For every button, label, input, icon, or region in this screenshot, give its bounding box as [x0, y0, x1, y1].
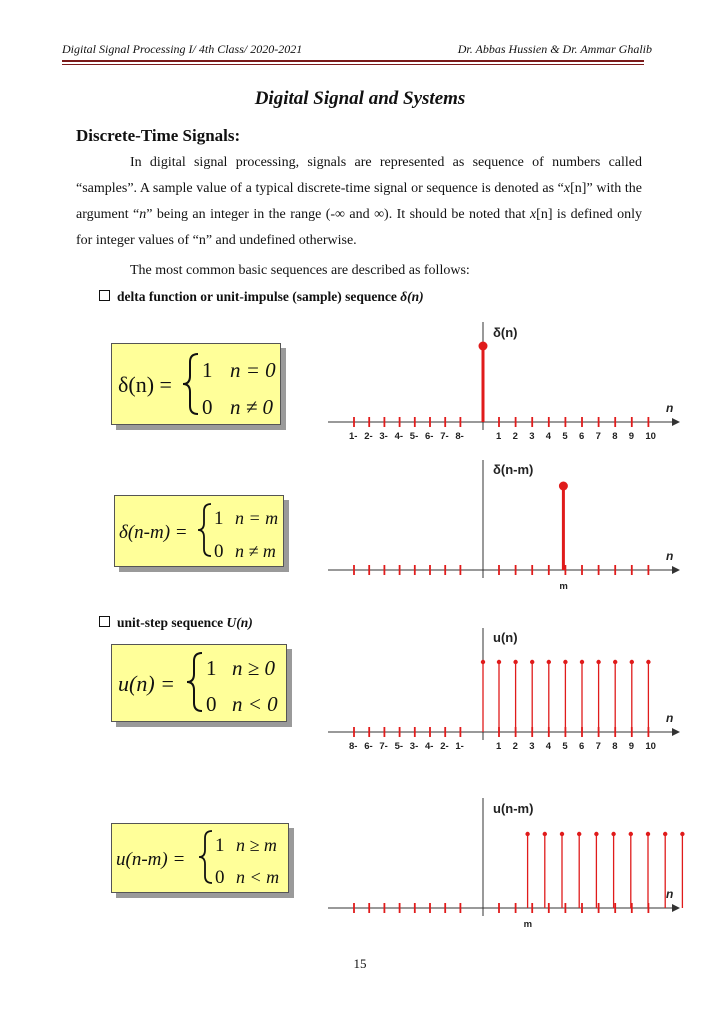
tick-label: 8-	[455, 431, 464, 442]
stem-dot	[611, 832, 615, 836]
stem-dot	[646, 832, 650, 836]
formula-cond-2: n ≠ 0	[230, 395, 274, 419]
tick-label: 5-	[409, 431, 419, 442]
formula-cond-1: n = 0	[230, 358, 276, 382]
stem-dot	[563, 660, 567, 664]
stem-dot	[596, 660, 600, 664]
formula-cond-2: n < 0	[232, 692, 278, 716]
tick-label: 3	[529, 741, 535, 752]
formula-cond-1: n = m	[235, 508, 279, 528]
plot-label: δ(n-m)	[493, 462, 534, 477]
plot-unit-step	[320, 628, 690, 762]
stem-dot	[479, 342, 488, 351]
stem-dot	[530, 660, 534, 664]
formula-cond-2: n ≠ m	[235, 541, 276, 561]
x-axis-arrow-icon	[672, 728, 680, 736]
formula-value-2: 0	[202, 395, 213, 419]
tick-label: 5	[562, 431, 568, 442]
tick-label: 4-	[394, 431, 404, 442]
x-axis-label: n	[666, 711, 674, 725]
tick-label: 5-	[394, 741, 404, 752]
formula-lhs: δ(n-m) =	[119, 522, 188, 543]
paragraph-samples: In digital signal processing, signals are represented as sequence of numbers called “samples”. A sample value of a typical discrete-time signal or sequence is denoted as “x[n]” with the argument “n” being an integer in the range (-∞ and ∞). It should be noted that x[n] is defined only for integer values of “n” and undefined otherwise.	[76, 155, 642, 248]
tick-label: 6	[579, 741, 585, 752]
formula-value-1: 1	[206, 656, 217, 680]
plot-label: δ(n)	[493, 325, 518, 340]
header-rule-thin	[62, 64, 644, 65]
checkbox-bullet-icon	[99, 616, 110, 627]
tick-label: 5	[562, 741, 568, 752]
tick-label: 7-	[379, 741, 388, 752]
tick-label: 1	[496, 741, 502, 752]
formula-value-2: 0	[206, 692, 217, 716]
tick-label: 1-	[455, 741, 464, 752]
formula-value-1: 1	[214, 508, 224, 529]
tick-label: 10	[645, 431, 656, 442]
formula-lhs: u(n-m) =	[116, 849, 186, 870]
x-axis-label: n	[666, 887, 674, 901]
plot-delta	[320, 322, 690, 454]
tick-label: 6-	[425, 431, 434, 442]
stem-dot	[646, 660, 650, 664]
x-axis-label: n	[666, 401, 674, 415]
tick-label: 2	[512, 741, 518, 752]
header-rule-thick	[62, 60, 644, 62]
plot-label: u(n)	[493, 630, 518, 645]
tick-label: 8	[612, 431, 618, 442]
tick-label: 10	[645, 741, 656, 752]
formula-cond-2: n < m	[236, 867, 280, 887]
tick-label: 1	[496, 431, 502, 442]
section-heading: Discrete-Time Signals:	[76, 126, 241, 145]
stem-dot	[630, 660, 634, 664]
formula-value-1: 1	[215, 835, 225, 856]
formula-lhs: δ(n) =	[118, 372, 172, 397]
stem-dot	[547, 660, 551, 664]
bullet-delta: delta function or unit-impulse (sample) sequence δ(n)	[99, 289, 424, 305]
stem-dot	[680, 832, 684, 836]
page-title: Digital Signal and Systems	[254, 88, 466, 109]
plot-label: u(n-m)	[493, 801, 534, 816]
stem-dot	[663, 832, 667, 836]
stem-dot	[560, 832, 564, 836]
header-authors: Dr. Abbas Hussien & Dr. Ammar Ghalib	[457, 42, 652, 56]
tick-label: 6-	[364, 741, 373, 752]
x-axis-arrow-icon	[672, 904, 680, 912]
tick-label: 8	[612, 741, 618, 752]
tick-label: 2-	[440, 741, 449, 752]
tick-label: 4-	[425, 741, 434, 752]
tick-label: 1-	[349, 431, 358, 442]
tick-label: 7	[595, 431, 601, 442]
formula-value-2: 0	[215, 867, 225, 888]
page-number: 15	[353, 956, 367, 971]
formula-value-2: 0	[214, 541, 224, 562]
stem-dot	[613, 660, 617, 664]
tick-label: 4	[545, 431, 552, 442]
stem-dot	[594, 832, 598, 836]
formula-delta	[111, 343, 281, 425]
stem-dot	[481, 660, 485, 664]
tick-label: 6	[579, 431, 585, 442]
stem-dot	[497, 660, 501, 664]
paragraph-sequences: The most common basic sequences are described as follows:	[130, 263, 470, 278]
stem-dot	[559, 482, 568, 491]
formula-lhs: u(n) =	[118, 671, 175, 696]
stem-dot	[543, 832, 547, 836]
tick-label: 7	[595, 741, 601, 752]
tick-label: 8-	[349, 741, 358, 752]
tick-label-m: m	[559, 581, 568, 592]
formula-cond-1: n ≥ 0	[232, 656, 276, 680]
stem-dot	[513, 660, 517, 664]
tick-label: 7-	[440, 431, 449, 442]
formula-cond-1: n ≥ m	[236, 835, 277, 855]
tick-label: 3	[529, 431, 535, 442]
formula-unit-step	[111, 644, 287, 722]
tick-label: 2-	[364, 431, 373, 442]
x-axis-arrow-icon	[672, 566, 680, 574]
x-axis-arrow-icon	[672, 418, 680, 426]
formula-value-1: 1	[202, 358, 213, 382]
stem-dot	[629, 832, 633, 836]
plot-delta-shifted	[320, 460, 690, 594]
formula-delta-shifted	[114, 495, 284, 567]
plot-unit-step-shifted	[320, 798, 690, 934]
stem-dot	[525, 832, 529, 836]
tick-label: 9	[628, 741, 635, 752]
bullet-unit-step: unit-step sequence U(n)	[99, 615, 253, 631]
tick-label-m: m	[523, 919, 533, 930]
tick-label: 2	[512, 431, 518, 442]
tick-label: 4	[545, 741, 552, 752]
formula-unit-step-shifted	[111, 823, 289, 893]
stem-dot	[580, 660, 584, 664]
checkbox-bullet-icon	[99, 290, 110, 301]
tick-label: 9	[628, 431, 635, 442]
stem-dot	[577, 832, 581, 836]
tick-label: 3-	[409, 741, 419, 752]
x-axis-label: n	[666, 549, 674, 563]
tick-label: 3-	[379, 431, 388, 442]
header-course: Digital Signal Processing I/ 4th Class/ 2020-2021	[62, 42, 303, 56]
